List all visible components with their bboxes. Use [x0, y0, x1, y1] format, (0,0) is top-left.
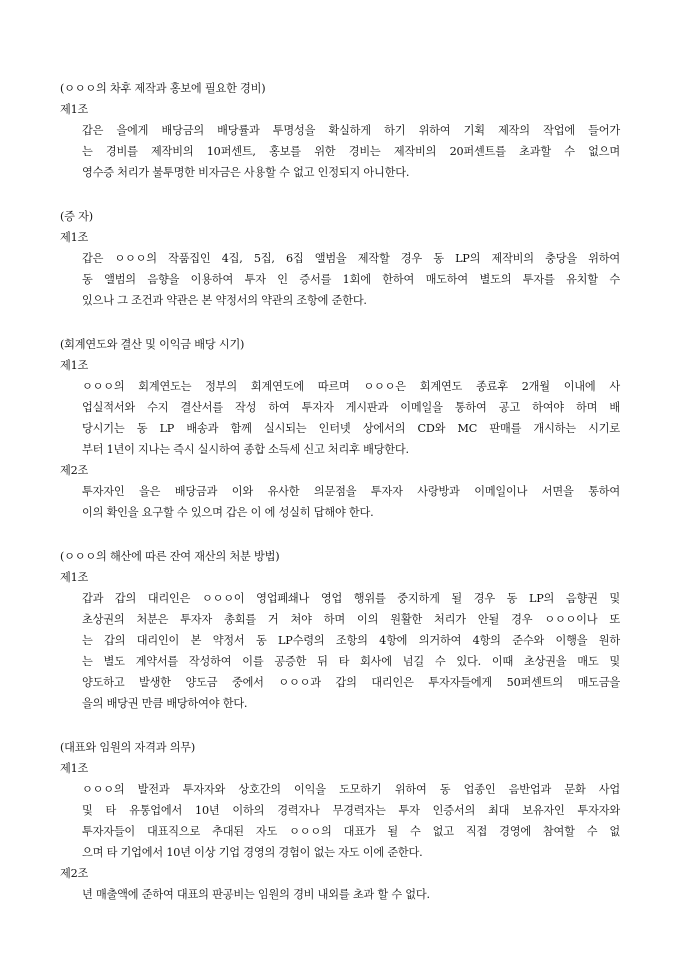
article-line: 투자자들이 대표직으로 추대된 자도 ㅇㅇㅇ의 대표가 될 수 없고 직접 경영에 참여할 수 없: [82, 825, 620, 838]
article-line: 갑은 을에게 배당금의 배당률과 투명성을 확실하게 하기 위하여 기획 제작의 작업에 들어가: [82, 124, 620, 137]
article-line: 갑과 갑의 대리인은 ㅇㅇㅇ이 영업폐쇄나 영업 행위를 중지하게 될 경우 동 LP의 음향권 및: [82, 592, 620, 605]
article-line: 영수증 처리가 불투명한 비자금은 사용할 수 없고 인정되지 아니한다.: [82, 166, 410, 179]
article-line: 으며 타 기업에서 10년 이상 기업 경영의 경험이 없는 자도 이에 준한다.: [82, 846, 423, 859]
article-label: 제1조: [60, 103, 89, 116]
article-label: 제2조: [60, 867, 89, 880]
article-label: 제1조: [60, 231, 89, 244]
article-line: 동 앨범의 음향을 이용하여 투자 인 증서를 1회에 한하여 매도하여 별도의 투자를 유치할 수: [82, 273, 620, 286]
section-dissolution: [60, 546, 640, 714]
article-label: 제2조: [60, 464, 89, 477]
article-line: 있으나 그 조건과 약관은 본 약정서의 약관의 조항에 준한다.: [82, 294, 367, 307]
article-line: 이의 확인을 요구할 수 있으며 갑은 이 에 성실히 답해야 한다.: [82, 506, 374, 519]
section-production-expenses: [60, 78, 640, 183]
article-line: 는 별도 계약서를 작성하여 이를 공증한 뒤 타 회사에 넘길 수 있다. 이때 초상권을 매도 및: [82, 655, 620, 668]
section-capital-increase: [60, 206, 640, 311]
article-label: 제1조: [60, 571, 89, 584]
article-line: 당시기는 동 LP 배송과 함께 실시되는 인터넷 상에서의 CD와 MC 판매를 개시하는 시기로: [82, 422, 620, 435]
section-heading: (회계연도와 결산 및 이익금 배당 시기): [60, 338, 245, 351]
section-officers: [60, 737, 640, 905]
article-line: ㅇㅇㅇ의 발전과 투자자와 상호간의 이익을 도모하기 위하여 동 업종인 음반업과 문화 사업: [82, 783, 620, 796]
article-line: 양도하고 발생한 양도금 중에서 ㅇㅇㅇ과 갑의 대리인은 투자자들에게 50퍼센트의 매도금을: [82, 676, 620, 689]
article-line: 을의 배당권 만큼 배당하여야 한다.: [82, 697, 248, 710]
article-line: 및 타 유통업에서 10년 이하의 경력자나 무경력자는 투자 인증서의 최대 보유자인 투자자와: [82, 804, 620, 817]
article-label: 제1조: [60, 359, 89, 372]
section-heading: (ㅇㅇㅇ의 차후 제작과 홍보에 필요한 경비): [60, 82, 266, 95]
article-label: 제1조: [60, 762, 89, 775]
article-line: 부터 1년이 지나는 즉시 실시하여 종합 소득세 신고 처리후 배당한다.: [82, 443, 409, 456]
article-line: 갑은 ㅇㅇㅇ의 작품집인 4집, 5집, 6집 앨범을 제작할 경우 동 LP의 제작비의 충당을 위하여: [82, 252, 620, 265]
section-fiscal-year: [60, 334, 640, 523]
article-line: 는 갑의 대리인이 본 약정서 동 LP수령의 조항의 4항에 의거하여 4항의 준수와 이행을 원하: [82, 634, 620, 647]
article-line: ㅇㅇㅇ의 회계연도는 정부의 회계연도에 따르며 ㅇㅇㅇ은 회계연도 종료후 2개월 이내에 사: [82, 380, 620, 393]
article-line: 년 매출액에 준하여 대표의 판공비는 임원의 경비 내외를 초과 할 수 없다.: [82, 888, 430, 901]
section-heading: (증 자): [60, 210, 93, 223]
article-line: 는 경비를 제작비의 10퍼센트, 홍보를 위한 경비는 제작비의 20퍼센트를 초과할 수 없으며: [82, 145, 620, 158]
article-line: 업실적서와 수지 결산서를 작성 하여 투자자 게시판과 이메일을 통하여 공고 하여야 하며 배: [82, 401, 620, 414]
article-line: 투자자인 을은 배당금과 이와 유사한 의문점을 투자자 사랑방과 이메일이나 서면을 통하여: [82, 485, 620, 498]
section-heading: (대표와 임원의 자격과 의무): [60, 741, 196, 754]
article-line: 초상권의 처분은 투자자 총회를 거 쳐야 하며 이의 원활한 처리가 안될 경우 ㅇㅇㅇ이나 또: [82, 613, 620, 626]
section-heading: (ㅇㅇㅇ의 해산에 따른 잔여 재산의 처분 방법): [60, 550, 280, 563]
